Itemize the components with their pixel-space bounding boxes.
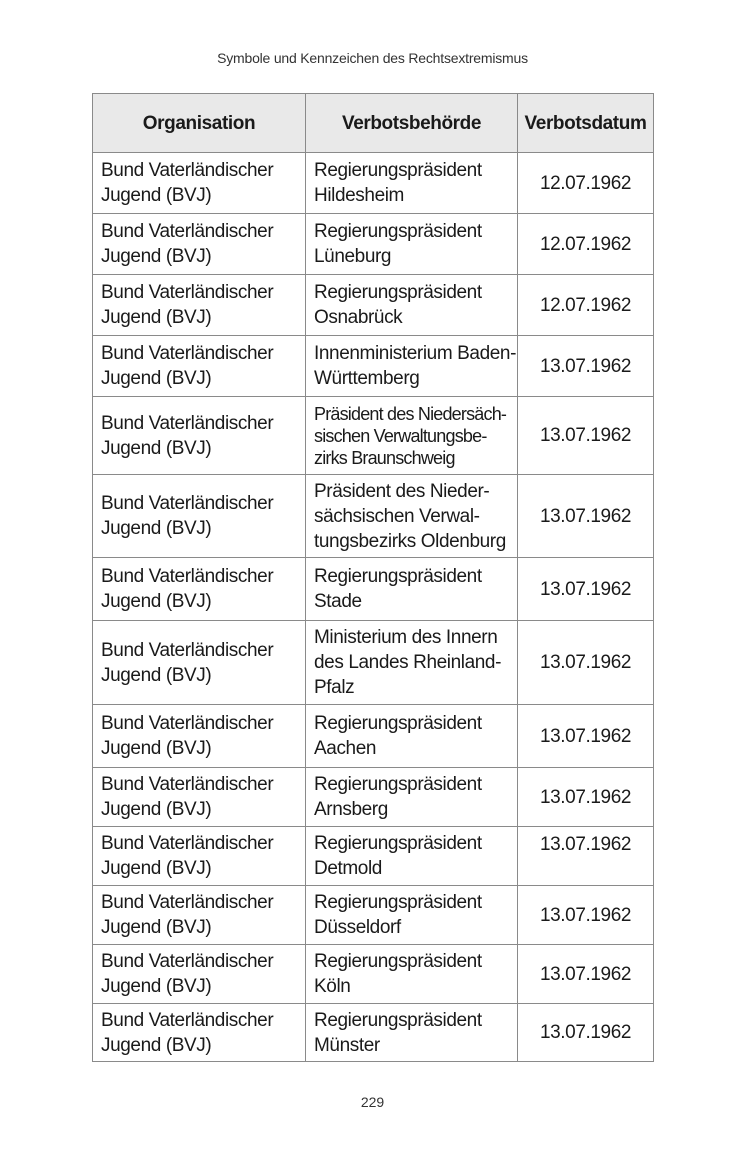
cell-line: Regierungspräsident bbox=[314, 566, 482, 587]
cell-line: Regierungspräsident bbox=[314, 1009, 482, 1031]
cell-behoerde bbox=[306, 214, 518, 275]
cell-line: Osnabrück bbox=[314, 307, 403, 328]
cell-line: Lüneburg bbox=[314, 246, 392, 267]
cell-behoerde bbox=[306, 945, 518, 1004]
cell-organisation bbox=[93, 945, 306, 1004]
cell-datum: 13.07.1962 bbox=[518, 336, 654, 397]
cell-behoerde bbox=[306, 621, 518, 705]
ban-table bbox=[92, 93, 654, 1062]
cell-datum: 13.07.1962 bbox=[518, 475, 654, 558]
table-row bbox=[93, 827, 654, 886]
cell-organisation bbox=[93, 336, 306, 397]
cell-organisation bbox=[93, 886, 306, 945]
cell-datum: 13.07.1962 bbox=[518, 621, 654, 705]
table-row bbox=[93, 275, 654, 336]
table-header-row bbox=[93, 94, 654, 153]
cell-line: Aachen bbox=[314, 738, 377, 759]
running-header: Symbole und Kennzeichen des Rechtsextremismus bbox=[217, 50, 528, 66]
cell-datum: 13.07.1962 bbox=[518, 768, 654, 827]
cell-behoerde bbox=[306, 768, 518, 827]
cell-line: Regierungspräsident bbox=[314, 774, 482, 795]
cell-line: Württemberg bbox=[314, 368, 420, 389]
cell-line: Arnsberg bbox=[314, 799, 388, 820]
cell-datum: 13.07.1962 bbox=[518, 945, 654, 1004]
cell-line: Regierungspräsident bbox=[314, 160, 482, 181]
cell-organisation bbox=[93, 475, 306, 558]
cell-line: Pfalz bbox=[314, 677, 355, 698]
cell-behoerde bbox=[306, 705, 518, 768]
cell-organisation bbox=[93, 705, 306, 768]
cell-line: Regierungspräsident bbox=[314, 951, 482, 972]
cell-line: Regierungspräsident bbox=[314, 221, 482, 242]
cell-behoerde bbox=[306, 275, 518, 336]
cell-line: Regierungspräsident bbox=[314, 713, 482, 734]
cell-line: Stade bbox=[314, 591, 362, 612]
cell-organisation bbox=[93, 397, 306, 475]
cell-line: Hildesheim bbox=[314, 185, 404, 206]
cell-datum: 13.07.1962 bbox=[518, 827, 654, 886]
cell-datum: 13.07.1962 bbox=[518, 397, 654, 475]
cell-line: Bund Vaterländischer bbox=[101, 343, 274, 364]
cell-line: Bund Vaterländischer bbox=[101, 412, 274, 434]
cell-organisation bbox=[93, 275, 306, 336]
cell-organisation bbox=[93, 1004, 306, 1062]
cell-organisation bbox=[93, 153, 306, 214]
cell-behoerde bbox=[306, 336, 518, 397]
cell-line: zirks Braunschweig bbox=[314, 447, 455, 468]
cell-behoerde bbox=[306, 827, 518, 886]
cell-line: Bund Vaterländischer bbox=[101, 566, 274, 587]
table-row bbox=[93, 558, 654, 621]
cell-line: Jugend (BVJ) bbox=[101, 738, 212, 759]
cell-datum: 13.07.1962 bbox=[518, 886, 654, 945]
cell-line: Jugend (BVJ) bbox=[101, 368, 212, 389]
cell-line: Regierungspräsident bbox=[314, 282, 482, 303]
cell-line: Regierungspräsident bbox=[314, 892, 482, 913]
cell-line: Münster bbox=[314, 1034, 380, 1056]
cell-line: Düsseldorf bbox=[314, 917, 401, 938]
cell-line: Bund Vaterländischer bbox=[101, 951, 274, 972]
cell-line: Jugend (BVJ) bbox=[101, 518, 212, 539]
column-header-behoerde: Verbotsbehörde bbox=[306, 94, 518, 153]
cell-line: Präsident des Nieder- bbox=[314, 480, 490, 502]
cell-line: Jugend (BVJ) bbox=[101, 246, 212, 267]
cell-datum: 12.07.1962 bbox=[518, 275, 654, 336]
cell-line: Bund Vaterländischer bbox=[101, 1009, 274, 1031]
cell-line: Detmold bbox=[314, 858, 382, 879]
cell-line: Bund Vaterländischer bbox=[101, 713, 274, 734]
cell-line: sischen Verwaltungsbe- bbox=[314, 425, 487, 446]
cell-line: Jugend (BVJ) bbox=[101, 858, 212, 879]
table-row bbox=[93, 945, 654, 1004]
cell-behoerde bbox=[306, 1004, 518, 1062]
cell-organisation bbox=[93, 558, 306, 621]
cell-line: Regierungspräsident bbox=[314, 833, 482, 854]
cell-behoerde bbox=[306, 153, 518, 214]
cell-line: Jugend (BVJ) bbox=[101, 664, 212, 686]
cell-line: Jugend (BVJ) bbox=[101, 976, 212, 997]
cell-line: Präsident des Niedersäch- bbox=[314, 403, 507, 424]
table-row bbox=[93, 768, 654, 827]
cell-behoerde bbox=[306, 475, 518, 558]
cell-line: Jugend (BVJ) bbox=[101, 307, 212, 328]
cell-line: des Landes Rheinland- bbox=[314, 652, 502, 673]
cell-line: Ministerium des Innern bbox=[314, 627, 498, 648]
cell-behoerde bbox=[306, 886, 518, 945]
cell-line: Jugend (BVJ) bbox=[101, 917, 212, 938]
cell-line: Bund Vaterländischer bbox=[101, 160, 274, 181]
cell-line: Jugend (BVJ) bbox=[101, 591, 212, 612]
cell-organisation bbox=[93, 827, 306, 886]
table-row bbox=[93, 153, 654, 214]
cell-line: Bund Vaterländischer bbox=[101, 639, 274, 661]
cell-datum: 13.07.1962 bbox=[518, 558, 654, 621]
cell-line: Bund Vaterländischer bbox=[101, 221, 274, 242]
cell-datum: 12.07.1962 bbox=[518, 153, 654, 214]
cell-behoerde bbox=[306, 558, 518, 621]
cell-datum: 13.07.1962 bbox=[518, 1004, 654, 1062]
column-header-datum: Verbotsdatum bbox=[518, 94, 654, 153]
table-row bbox=[93, 1004, 654, 1062]
cell-organisation bbox=[93, 214, 306, 275]
cell-line: Bund Vaterländischer bbox=[101, 282, 274, 303]
cell-organisation bbox=[93, 621, 306, 705]
cell-line: Bund Vaterländischer bbox=[101, 774, 274, 795]
cell-datum: 12.07.1962 bbox=[518, 214, 654, 275]
cell-line: Jugend (BVJ) bbox=[101, 799, 212, 820]
table-row bbox=[93, 336, 654, 397]
table-row bbox=[93, 705, 654, 768]
cell-line: Jugend (BVJ) bbox=[101, 1034, 212, 1056]
cell-line: Jugend (BVJ) bbox=[101, 185, 212, 206]
table-row bbox=[93, 886, 654, 945]
cell-line: Bund Vaterländischer bbox=[101, 493, 274, 514]
cell-line: tungsbezirks Oldenburg bbox=[314, 530, 506, 552]
cell-line: Köln bbox=[314, 976, 351, 997]
table-row bbox=[93, 397, 654, 475]
cell-behoerde bbox=[306, 397, 518, 475]
page-number: 229 bbox=[360, 1094, 385, 1110]
table-row bbox=[93, 475, 654, 558]
cell-line: Bund Vaterländischer bbox=[101, 892, 274, 913]
table-row bbox=[93, 621, 654, 705]
cell-datum: 13.07.1962 bbox=[518, 705, 654, 768]
cell-organisation bbox=[93, 768, 306, 827]
column-header-organisation: Organisation bbox=[93, 94, 306, 153]
cell-line: sächsischen Verwal- bbox=[314, 505, 480, 527]
cell-line: Bund Vaterländischer bbox=[101, 833, 274, 854]
table-row bbox=[93, 214, 654, 275]
cell-line: Innenministerium Baden- bbox=[314, 343, 517, 364]
cell-line: Jugend (BVJ) bbox=[101, 437, 212, 459]
